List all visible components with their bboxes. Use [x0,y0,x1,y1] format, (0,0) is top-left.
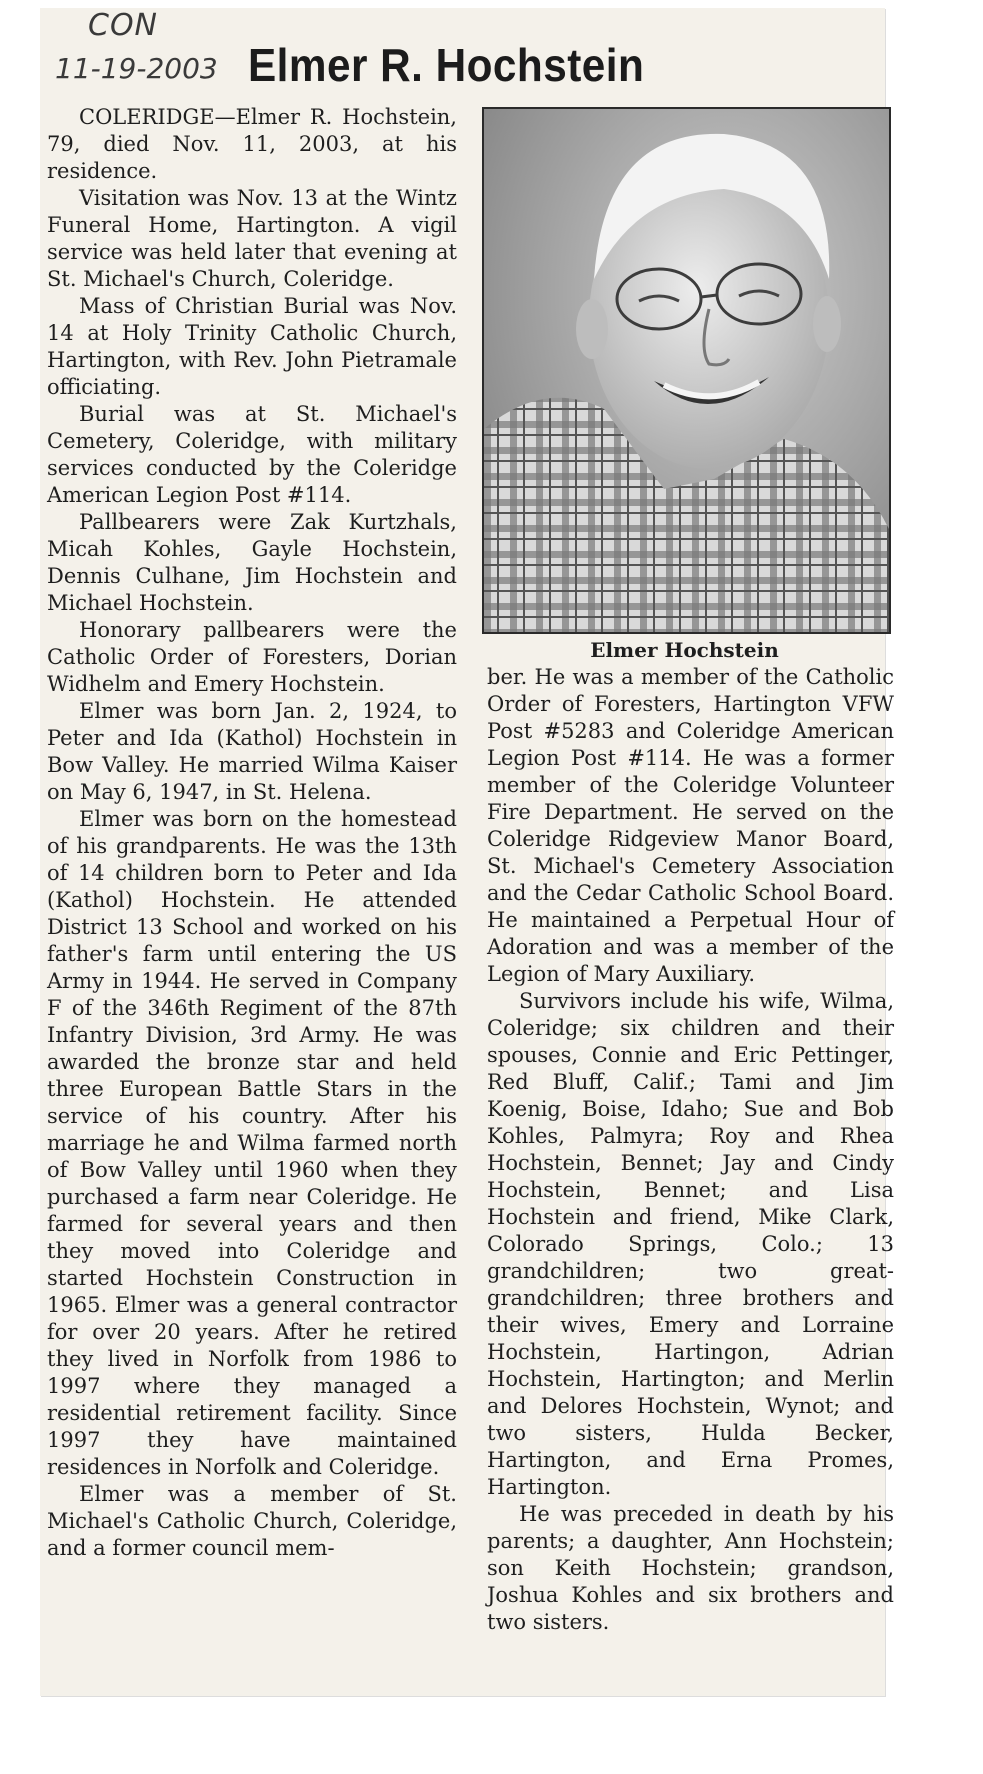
paragraph-visitation: Visitation was Nov. 13 at the Wintz Funeral Home, Hartington. A vigil service was held later that evening at St. Michael's Church, Coleridge. [47,186,457,291]
paragraph-burial: Burial was at St. Michael's Cemetery, Coleridge, with military services conducted by the Coleridge American Legion Post #114. [47,402,457,507]
paragraph-birth-marriage: Elmer was born Jan. 2, 1924, to Peter and Ida (Kathol) Hochstein in Bow Valley. He married Wilma Kaiser on May 6, 1947, in St. Helena. [47,699,457,804]
paragraph-membership-continued: ber. He was a member of the Catholic Order of Foresters, Hartington VFW Post #5283 and Coleridge American Legion Post #114. He was a former member of the Coleridge Volunteer Fire Department. He served on the Coleridge Ridgeview Manor Board, St. Michael's Cemetery Association and the Cedar Catholic School Board. He maintained a Perpetual Hour of Adoration and was a member of the Legion of Mary Auxiliary. [487,665,894,986]
paragraph-membership-start: Elmer was a member of St. Michael's Catholic Church, Coleridge, and a former council mem- [47,1482,457,1560]
paragraph-death-notice: COLERIDGE—Elmer R. Hochstein, 79, died Nov. 11, 2003, at his residence. [47,105,457,183]
paragraph-preceded-in-death: He was preceded in death by his parents; a daughter, Ann Hochstein; son Keith Hochstein; grandson, Joshua Kohles and six brothers and two sisters. [487,1502,894,1634]
portrait-image [484,109,889,632]
handwritten-code: CON [88,8,159,43]
paragraph-biography: Elmer was born on the homestead of his grandparents. He was the 13th of 14 children born to Peter and Ida (Kathol) Hochstein. He attended District 13 School and worked on his father's farm until entering the US Army in 1944. He served in Company F of the 346th Regiment of the 87th Infantry Division, 3rd Army. He was awarded the bronze star and held three European Battle Stars in the service of his country. After his marriage he and Wilma farmed north of Bow Valley until 1960 when they purchased a farm near Coleridge. He farmed for several years and then they moved into Coleridge and started Hochstein Construction in 1965. Elmer was a general contractor for over 20 years. After he retired they lived in Norfolk from 1986 to 1997 where they managed a residential retirement facility. Since 1997 they have maintained residences in Norfolk and Coleridge. [47,807,457,1479]
paragraph-mass: Mass of Christian Burial was Nov. 14 at Holy Trinity Catholic Church, Hartington, with Rev. John Pietramale officiating. [47,294,457,399]
obituary-headline: Elmer R. Hochstein [248,39,645,91]
left-column [47,104,457,1562]
portrait-photo [482,107,891,634]
photo-caption: Elmer Hochstein [590,638,779,662]
paragraph-pallbearers: Pallbearers were Zak Kurtzhals, Micah Kohles, Gayle Hochstein, Dennis Culhane, Jim Hochstein and Michael Hochstein. [47,510,457,615]
right-column [487,664,894,1636]
paragraph-honorary-pallbearers: Honorary pallbearers were the Catholic Order of Foresters, Dorian Widhelm and Emery Hochstein. [47,618,457,696]
handwritten-date: 11-19-2003 [55,52,218,85]
paragraph-survivors: Survivors include his wife, Wilma, Coleridge; six children and their spouses, Connie and Eric Pettinger, Red Bluff, Calif.; Tami and Jim Koenig, Boise, Idaho; Sue and Bob Kohles, Palmyra; Roy and Rhea Hochstein, Bennet; Jay and Cindy Hochstein, Bennet; and Lisa Hochstein and friend, Mike Clark, Colorado Springs, Colo.; 13 grandchildren; two great-grandchildren; three brothers and their wives, Emery and Lorraine Hochstein, Hartingon, Adrian Hochstein, Hartington; and Merlin and Delores Hochstein, Wynot; and two sisters, Hulda Becker, Hartington, and Erna Promes, Hartington. [487,989,894,1499]
